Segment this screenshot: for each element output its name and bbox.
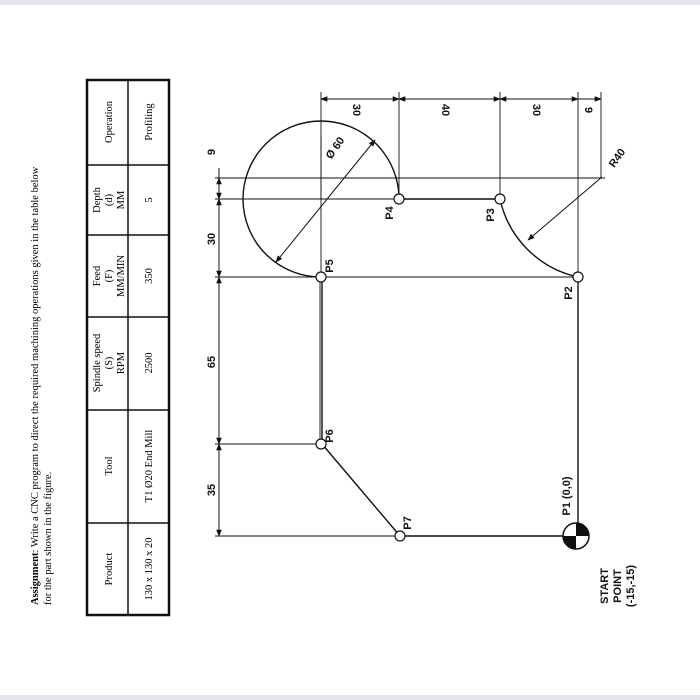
label-p6: P6 [324,429,336,443]
header-feed-2: (F) [104,269,115,283]
header-spindle-1: Spindle speed [92,333,103,393]
assignment-text [30,166,54,605]
header-depth-3: MM [116,190,127,210]
label-p3: P3 [485,208,497,222]
assignment-line-2: for the part shown in the figure. [43,471,54,605]
cell-feed: 350 [144,268,155,284]
label-p2: P2 [563,286,575,300]
point-markers [316,194,583,541]
dim-top-30b: 30 [530,103,542,117]
header-depth-2: (d) [104,193,115,207]
point-p3-marker [495,194,505,204]
header-tool: Tool [104,456,115,476]
start-point-line-3: (-15,-15) [625,564,637,608]
dim-left-9: 9 [206,148,218,156]
arc-p3-p2 [500,199,578,277]
radius-label: R40 [606,146,629,170]
header-spindle-3: RPM [116,351,127,375]
origin-symbol [563,523,589,549]
start-point-line-1: START [599,568,611,604]
dim-left-30: 30 [206,232,218,246]
label-p1: P1 (0,0) [561,476,573,516]
header-product: Product [104,552,115,586]
diameter-leader [276,140,375,262]
diameter-label: Ø 60 [323,135,348,162]
point-p7-marker [395,531,405,541]
point-p2-marker [573,272,583,282]
dim-top-40: 40 [439,103,451,117]
assignment-label: Assignment [30,552,41,605]
dim-top-9: 9 [582,106,594,114]
dim-left-65: 65 [206,355,218,369]
radius-leader [528,177,602,240]
header-spindle-2: (S) [104,356,115,370]
label-p5: P5 [324,259,336,273]
extension-lines [215,92,605,536]
part-drawing [215,92,605,549]
label-p7: P7 [402,516,414,530]
cell-tool: T1 Ø20 End Mill [144,429,155,503]
header-depth-1: Depth [92,187,103,213]
cell-product: 130 x 130 x 20 [144,537,155,601]
dim-left-35: 35 [206,483,218,497]
svg-text:Assignment: Write a CNC progra [30,166,41,605]
machining-table [87,80,169,615]
part-profile [243,121,578,536]
start-point-line-2: POINT [612,569,624,603]
label-p4: P4 [384,206,396,220]
header-operation: Operation [104,101,115,143]
cell-spindle-speed: 2500 [144,352,155,374]
cell-depth: 5 [144,197,155,203]
edge-p7-p6 [322,444,400,536]
point-p4-marker [394,194,404,204]
dim-top-30a: 30 [350,103,362,117]
cell-operation: Profiling [144,103,155,141]
header-feed-3: MM/MIN [116,254,127,298]
assignment-line-1: : Write a CNC program to direct the required machining operations given in the table below [30,166,41,553]
header-feed-1: Feed [92,265,103,287]
